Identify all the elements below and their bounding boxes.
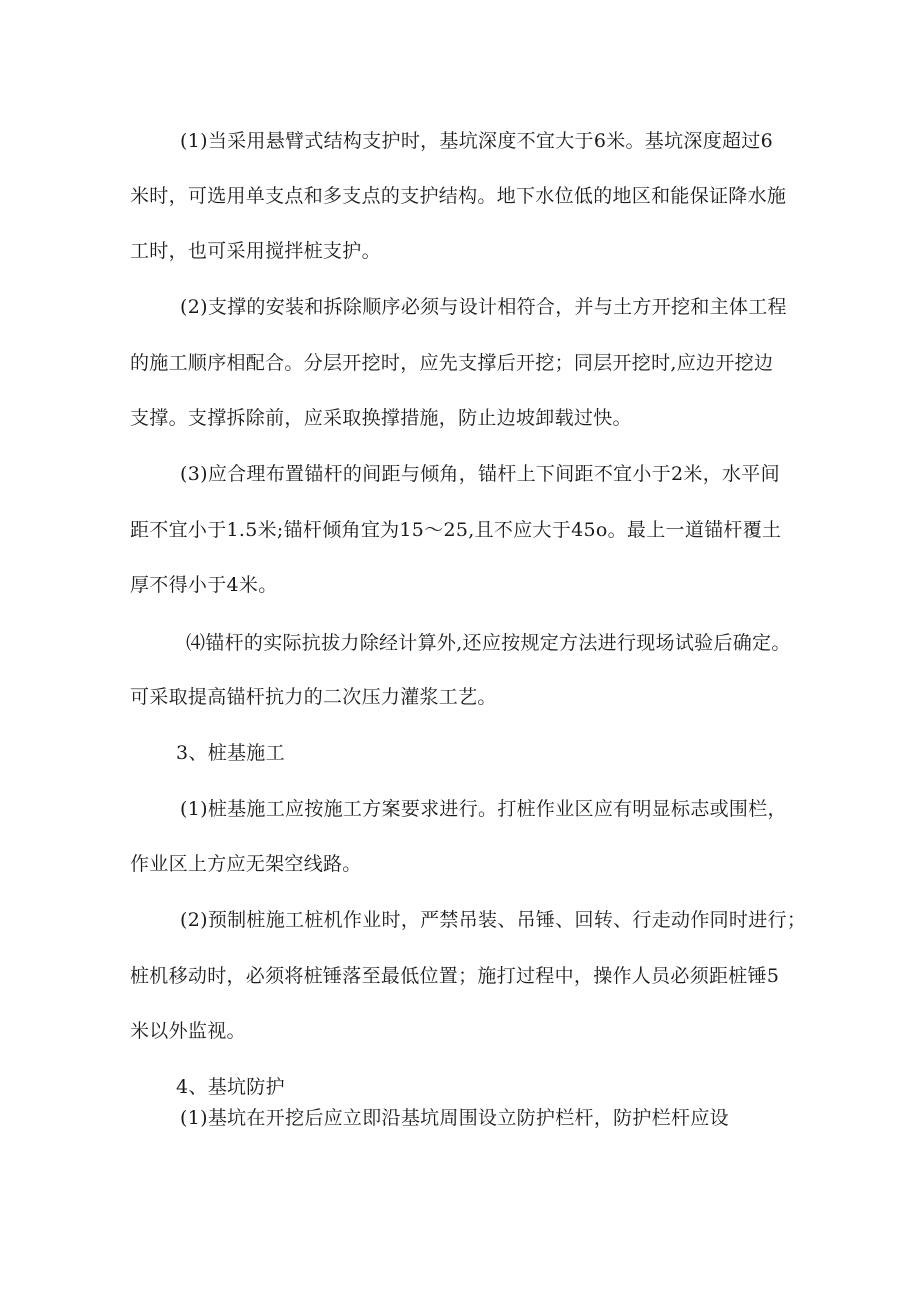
paragraph-line: (2)预制桩施工桩机作业时，严禁吊装、吊锤、回转、行走动作同时进行； <box>180 909 807 931</box>
paragraph-line: 距不宜小于1.5米;锚杆倾角宜为15～25,且不应大于45o。最上一道锚杆覆土 <box>130 519 782 541</box>
section-heading: 3、桩基施工 <box>176 742 285 764</box>
paragraph-line: (3)应合理布置锚杆的间距与倾角，锚杆上下间距不宜小于2米，水平间 <box>180 463 780 485</box>
paragraph-line: (1)桩基施工应按施工方案要求进行。打桩作业区应有明显标志或围栏， <box>180 798 787 820</box>
paragraph-line: 工时，也可采用搅拌桩支护。 <box>130 240 381 262</box>
section-heading: 4、基坑防护 <box>176 1076 285 1098</box>
paragraph-line: (1)基坑在开挖后应立即沿基坑周围设立防护栏杆，防护栏杆应设 <box>180 1107 729 1129</box>
paragraph-line: ⑷锚杆的实际抗拔力除经计算外,还应按规定方法进行现场试验后确定。 <box>186 632 791 654</box>
paragraph-line: 米时，可选用单支点和多支点的支护结构。地下水位低的地区和能保证降水施 <box>130 185 787 207</box>
paragraph-line: 厚不得小于4米。 <box>130 574 278 596</box>
paragraph-line: 支撑。支撑拆除前，应采取换撑措施，防止边坡卸载过快。 <box>130 407 632 429</box>
paragraph-line: (2)支撑的安装和拆除顺序必须与设计相符合，并与土方开挖和主体工程 <box>180 296 787 318</box>
paragraph-line: (1)当采用悬臂式结构支护时，基坑深度不宜大于6米。基坑深度超过6 <box>180 130 773 152</box>
paragraph-line: 作业区上方应无架空线路。 <box>130 853 362 875</box>
paragraph-line: 桩机移动时，必须将桩锤落至最低位置；施打过程中，操作人员必须距桩锤5 <box>130 965 780 987</box>
paragraph-line: 米以外监视。 <box>130 1020 246 1042</box>
paragraph-line: 可采取提高锚杆抗力的二次压力灌浆工艺。 <box>130 686 497 708</box>
paragraph-line: 的施工顺序相配合。分层开挖时，应先支撑后开挖；同层开挖时,应边开挖边 <box>130 352 774 374</box>
